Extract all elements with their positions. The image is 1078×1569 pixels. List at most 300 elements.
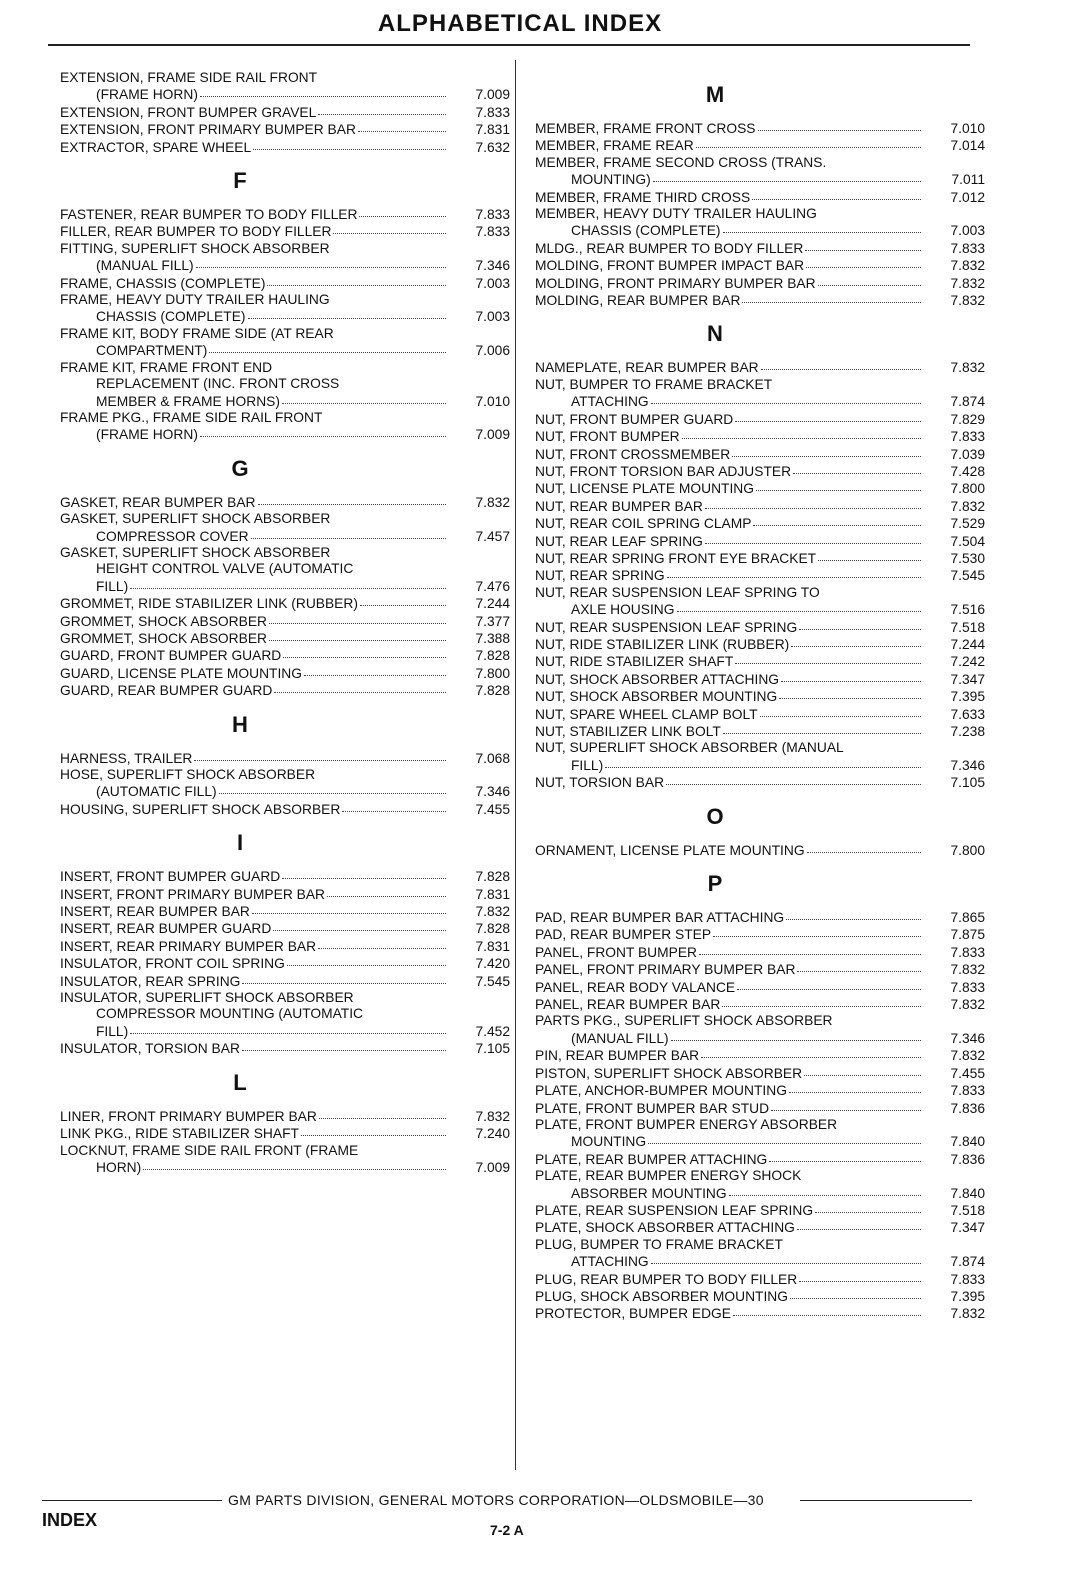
index-entry bbox=[60, 292, 510, 326]
index-entry bbox=[60, 1040, 510, 1057]
entry-text: NUT, REAR COIL SPRING CLAMP bbox=[535, 516, 752, 532]
entry-page-number: 7.238 bbox=[950, 724, 985, 739]
index-entry bbox=[60, 750, 510, 767]
entry-page-number: 7.068 bbox=[475, 750, 510, 766]
entry-page-number: 7.518 bbox=[950, 1202, 985, 1218]
entry-page-number: 7.831 bbox=[475, 938, 510, 954]
entry-text: NUT, FRONT TORSION BAR ADJUSTER bbox=[535, 463, 792, 479]
dot-leader bbox=[804, 1063, 921, 1076]
dot-leader bbox=[666, 772, 921, 785]
entry-page-number: 7.455 bbox=[950, 1065, 985, 1081]
entry-text: FITTING, SUPERLIFT SHOCK ABSORBER bbox=[60, 240, 330, 256]
dot-leader bbox=[705, 496, 921, 509]
section-letter: L bbox=[233, 1069, 247, 1095]
entry-page-number: 7.831 bbox=[475, 122, 510, 138]
index-entry bbox=[535, 567, 985, 584]
dot-leader bbox=[242, 1038, 446, 1051]
index-entry bbox=[60, 990, 510, 1040]
entry-text: PLATE, FRONT BUMPER BAR STUD bbox=[535, 1100, 770, 1116]
section-letter: P bbox=[707, 871, 723, 897]
index-entry bbox=[535, 206, 985, 240]
entry-text: HOUSING, SUPERLIFT SHOCK ABSORBER bbox=[60, 801, 341, 817]
entry-text: MOUNTING bbox=[571, 1134, 647, 1150]
entry-text: MOLDING, REAR BUMPER BAR bbox=[535, 293, 741, 309]
index-entry bbox=[535, 723, 985, 740]
entry-text: (AUTOMATIC FILL) bbox=[96, 784, 217, 800]
entry-page-number: 7.003 bbox=[475, 275, 510, 291]
entry-page-number: 7.874 bbox=[950, 1254, 985, 1270]
entry-text: FRAME KIT, FRAME FRONT END bbox=[60, 359, 273, 375]
section-letter: G bbox=[231, 455, 249, 481]
entry-page-number: 7.530 bbox=[950, 550, 985, 566]
index-entry bbox=[60, 241, 510, 275]
index-entry bbox=[535, 996, 985, 1013]
entry-page-number: 7.832 bbox=[950, 997, 985, 1013]
entry-text: FRAME, CHASSIS (COMPLETE) bbox=[60, 275, 266, 291]
dot-leader bbox=[130, 1021, 446, 1034]
entry-page-number: 7.242 bbox=[950, 654, 985, 670]
dot-leader bbox=[200, 84, 446, 97]
entry-page-number: 7.832 bbox=[950, 275, 985, 291]
dot-leader bbox=[282, 391, 446, 404]
entry-text: NUT, SHOCK ABSORBER ATTACHING bbox=[535, 671, 780, 687]
entry-text: HORN) bbox=[96, 1159, 142, 1175]
entry-page-number: 7.632 bbox=[475, 139, 510, 155]
index-entry bbox=[535, 1168, 985, 1202]
entry-text: MEMBER, FRAME REAR bbox=[535, 138, 694, 154]
index-entry bbox=[60, 1125, 510, 1142]
index-entry bbox=[60, 973, 510, 990]
dot-leader bbox=[360, 593, 446, 606]
dot-leader bbox=[761, 357, 921, 370]
dot-leader bbox=[269, 628, 446, 641]
entry-text: LINER, FRONT PRIMARY BUMPER BAR bbox=[60, 1108, 317, 1124]
entry-page-number: 7.833 bbox=[950, 1271, 985, 1287]
dot-leader bbox=[793, 461, 921, 474]
entry-text: PLUG, SHOCK ABSORBER MOUNTING bbox=[535, 1288, 788, 1304]
entry-page-number: 7.840 bbox=[950, 1185, 985, 1201]
entry-text: COMPARTMENT) bbox=[96, 343, 208, 359]
entry-text: MOUNTING) bbox=[571, 172, 651, 188]
entry-page-number: 7.529 bbox=[950, 516, 985, 532]
dot-leader bbox=[651, 1251, 921, 1264]
entry-text: PLUG, REAR BUMPER TO BODY FILLER bbox=[535, 1271, 798, 1287]
dot-leader bbox=[733, 1303, 921, 1316]
entry-page-number: 7.832 bbox=[950, 498, 985, 514]
dot-leader bbox=[605, 755, 921, 768]
entry-page-number: 7.831 bbox=[475, 886, 510, 902]
entry-text: MOLDING, FRONT PRIMARY BUMPER BAR bbox=[535, 275, 816, 291]
entry-page-number: 7.346 bbox=[950, 757, 985, 773]
dot-leader bbox=[701, 1045, 921, 1058]
entry-text: INSERT, REAR BUMPER BAR bbox=[60, 904, 250, 920]
entry-text: INSULATOR, FRONT COIL SPRING bbox=[60, 956, 285, 972]
dot-leader bbox=[789, 1080, 921, 1093]
section-label: INDEX bbox=[42, 1510, 98, 1530]
entry-text: REPLACEMENT (INC. FRONT CROSS bbox=[96, 376, 340, 392]
header-rule bbox=[48, 44, 970, 46]
dot-leader bbox=[327, 884, 446, 897]
index-entry bbox=[60, 139, 510, 156]
dot-leader bbox=[713, 924, 921, 937]
entry-page-number: 7.009 bbox=[475, 87, 510, 103]
entry-page-number: 7.832 bbox=[950, 258, 985, 274]
dot-leader bbox=[358, 119, 446, 132]
entry-text: INSERT, REAR BUMPER GUARD bbox=[60, 921, 272, 937]
entry-page-number: 7.865 bbox=[950, 910, 985, 926]
entry-text: GASKET, SUPERLIFT SHOCK ABSORBER bbox=[60, 544, 331, 560]
entry-text: COMPRESSOR COVER bbox=[96, 528, 249, 544]
entry-text: GASKET, SUPERLIFT SHOCK ABSORBER bbox=[60, 511, 331, 527]
entry-page-number: 7.829 bbox=[950, 411, 985, 427]
entry-text: NUT, STABILIZER LINK BOLT bbox=[535, 724, 721, 739]
entry-page-number: 7.875 bbox=[950, 927, 985, 943]
dot-leader bbox=[251, 526, 446, 539]
index-entry bbox=[60, 767, 510, 801]
entry-text: GASKET, REAR BUMPER BAR bbox=[60, 494, 256, 510]
dot-leader bbox=[818, 548, 921, 561]
dot-leader bbox=[797, 959, 921, 972]
dot-leader bbox=[130, 576, 446, 589]
dot-leader bbox=[283, 645, 446, 658]
entry-page-number: 7.039 bbox=[950, 446, 985, 462]
entry-page-number: 7.009 bbox=[475, 1159, 510, 1175]
entry-page-number: 7.545 bbox=[475, 973, 510, 989]
entry-page-number: 7.347 bbox=[950, 671, 985, 687]
dot-leader bbox=[781, 669, 921, 682]
dot-leader bbox=[677, 599, 921, 612]
entry-text: EXTRACTOR, SPARE WHEEL bbox=[60, 139, 252, 155]
dot-leader bbox=[342, 799, 446, 812]
entry-text: ATTACHING bbox=[571, 394, 649, 410]
entry-page-number: 7.105 bbox=[475, 1041, 510, 1057]
dot-leader bbox=[282, 866, 446, 879]
entry-text: PANEL, REAR BODY VALANCE bbox=[535, 979, 736, 995]
entry-page-number: 7.833 bbox=[950, 979, 985, 995]
dot-leader bbox=[818, 273, 921, 286]
entry-page-number: 7.420 bbox=[475, 956, 510, 972]
entry-page-number: 7.346 bbox=[475, 784, 510, 800]
dot-leader bbox=[752, 187, 921, 200]
entry-page-number: 7.516 bbox=[950, 602, 985, 618]
entry-page-number: 7.833 bbox=[950, 1083, 985, 1099]
index-entry bbox=[535, 189, 985, 206]
index-entry bbox=[60, 1143, 510, 1177]
entry-text: CHASSIS (COMPLETE) bbox=[571, 223, 721, 239]
entry-page-number: 7.347 bbox=[950, 1220, 985, 1236]
entry-page-number: 7.428 bbox=[950, 463, 985, 479]
entry-page-number: 7.833 bbox=[950, 240, 985, 256]
entry-text: NUT, RIDE STABILIZER LINK (RUBBER) bbox=[535, 636, 790, 652]
index-entry bbox=[535, 774, 985, 791]
entry-page-number: 7.244 bbox=[475, 596, 510, 612]
index-entry bbox=[535, 1100, 985, 1117]
entry-text: HOSE, SUPERLIFT SHOCK ABSORBER bbox=[60, 767, 316, 782]
entry-page-number: 7.828 bbox=[475, 683, 510, 699]
entry-page-number: 7.833 bbox=[475, 104, 510, 120]
dot-leader bbox=[735, 651, 921, 664]
dot-leader bbox=[737, 977, 921, 990]
entry-page-number: 7.832 bbox=[475, 1108, 510, 1124]
entry-text: INSULATOR, TORSION BAR bbox=[60, 1041, 240, 1057]
dot-leader bbox=[318, 936, 446, 949]
entry-text: FASTENER, REAR BUMPER TO BODY FILLER bbox=[60, 207, 358, 223]
entry-page-number: 7.633 bbox=[950, 706, 985, 722]
entry-text: PLATE, ANCHOR-BUMPER MOUNTING bbox=[535, 1083, 787, 1099]
dot-leader bbox=[722, 994, 921, 1007]
entry-text: INSULATOR, SUPERLIFT SHOCK ABSORBER bbox=[60, 990, 354, 1006]
entry-page-number: 7.240 bbox=[475, 1126, 510, 1142]
entry-text: FILL) bbox=[96, 1023, 129, 1039]
entry-text: LINK PKG., RIDE STABILIZER SHAFT bbox=[60, 1126, 299, 1142]
entry-page-number: 7.476 bbox=[475, 578, 510, 594]
dot-leader bbox=[799, 617, 921, 630]
dot-leader bbox=[258, 492, 446, 505]
dot-leader bbox=[209, 340, 446, 353]
entry-page-number: 7.832 bbox=[950, 360, 985, 376]
entry-text: PISTON, SUPERLIFT SHOCK ABSORBER bbox=[535, 1065, 803, 1081]
index-entry bbox=[60, 682, 510, 699]
entry-text: PLATE, REAR SUSPENSION LEAF SPRING bbox=[535, 1202, 814, 1218]
entry-text: COMPRESSOR MOUNTING (AUTOMATIC bbox=[96, 1006, 363, 1022]
entry-text: ATTACHING bbox=[571, 1254, 649, 1270]
index-entry bbox=[535, 359, 985, 376]
entry-text: NUT, REAR SUSPENSION LEAF SPRING TO bbox=[535, 584, 820, 600]
index-entry bbox=[60, 70, 510, 104]
entry-text: PLATE, FRONT BUMPER ENERGY ABSORBER bbox=[535, 1116, 838, 1132]
index-entry bbox=[535, 1117, 985, 1151]
entry-page-number: 7.010 bbox=[950, 121, 985, 136]
footer-rule-left bbox=[42, 1500, 222, 1501]
dot-leader bbox=[699, 942, 921, 955]
index-entry bbox=[60, 801, 510, 818]
dot-leader bbox=[735, 409, 921, 422]
dot-leader bbox=[252, 901, 446, 914]
index-entry bbox=[60, 511, 510, 545]
entry-text: NUT, FRONT BUMPER bbox=[535, 429, 680, 445]
dot-leader bbox=[274, 680, 446, 693]
footer-rule-right bbox=[800, 1500, 972, 1501]
index-entry bbox=[535, 155, 985, 189]
entry-page-number: 7.012 bbox=[950, 189, 985, 205]
entry-text: EXTENSION, FRONT PRIMARY BUMPER BAR bbox=[60, 122, 356, 138]
dot-leader bbox=[242, 971, 446, 984]
dot-leader bbox=[359, 204, 446, 217]
dot-leader bbox=[318, 102, 446, 115]
entry-page-number: 7.874 bbox=[950, 394, 985, 410]
dot-leader bbox=[790, 1286, 921, 1299]
entry-page-number: 7.003 bbox=[950, 223, 985, 239]
entry-text: PANEL, REAR BUMPER BAR bbox=[535, 997, 721, 1013]
entry-text: AXLE HOUSING bbox=[571, 602, 675, 618]
dot-leader bbox=[194, 748, 446, 761]
dot-leader bbox=[769, 1149, 921, 1162]
entry-text: PLATE, SHOCK ABSORBER ATTACHING bbox=[535, 1220, 795, 1236]
index-column-right bbox=[535, 70, 985, 1323]
index-entry bbox=[60, 494, 510, 511]
page-title: ALPHABETICAL INDEX bbox=[377, 10, 663, 37]
entry-text: (FRAME HORN) bbox=[96, 427, 198, 443]
entry-text: FRAME, HEAVY DUTY TRAILER HAULING bbox=[60, 292, 330, 308]
dot-leader bbox=[333, 221, 446, 234]
entry-text: NUT, REAR BUMPER BAR bbox=[535, 498, 703, 514]
page-number: 7-2 A bbox=[490, 1522, 524, 1538]
dot-leader bbox=[771, 1098, 921, 1111]
entry-text: HARNESS, TRAILER bbox=[60, 750, 193, 766]
entry-text: ABSORBER MOUNTING bbox=[571, 1185, 727, 1201]
entry-text: NUT, SUPERLIFT SHOCK ABSORBER (MANUAL bbox=[535, 740, 844, 756]
entry-text: HEIGHT CONTROL VALVE (AUTOMATIC bbox=[96, 561, 354, 577]
dot-leader bbox=[287, 953, 446, 966]
entry-page-number: 7.455 bbox=[475, 801, 510, 817]
entry-text: PAD, REAR BUMPER STEP bbox=[535, 927, 712, 943]
entry-page-number: 7.014 bbox=[950, 138, 985, 154]
entry-page-number: 7.832 bbox=[950, 293, 985, 309]
entry-text: PIN, REAR BUMPER BAR bbox=[535, 1048, 700, 1064]
entry-text: FILL) bbox=[571, 757, 604, 773]
index-entry bbox=[535, 1237, 985, 1271]
dot-leader bbox=[807, 840, 921, 853]
dot-leader bbox=[705, 531, 921, 544]
entry-page-number: 7.457 bbox=[475, 528, 510, 544]
index-entry bbox=[535, 377, 985, 411]
entry-page-number: 7.832 bbox=[950, 1306, 985, 1322]
entry-text: NUT, FRONT BUMPER GUARD bbox=[535, 411, 734, 427]
entry-text: NUT, SHOCK ABSORBER MOUNTING bbox=[535, 689, 778, 705]
section-letter: I bbox=[236, 830, 244, 856]
entry-page-number: 7.836 bbox=[950, 1100, 985, 1116]
entry-text: (MANUAL FILL) bbox=[96, 258, 194, 274]
entry-text: ORNAMENT, LICENSE PLATE MOUNTING bbox=[535, 842, 805, 858]
entry-text: GUARD, LICENSE PLATE MOUNTING bbox=[60, 665, 302, 681]
entry-text: GUARD, REAR BUMPER GUARD bbox=[60, 683, 273, 699]
dot-leader bbox=[671, 1028, 921, 1041]
entry-text: EXTENSION, FRAME SIDE RAIL FRONT bbox=[60, 70, 318, 85]
dot-leader bbox=[667, 565, 921, 578]
dot-leader bbox=[756, 478, 921, 491]
entry-text: INSERT, FRONT PRIMARY BUMPER BAR bbox=[60, 886, 326, 902]
section-letter: H bbox=[232, 711, 248, 737]
entry-text: MOLDING, FRONT BUMPER IMPACT BAR bbox=[535, 258, 805, 274]
entry-text: LOCKNUT, FRAME SIDE RAIL FRONT (FRAME bbox=[60, 1142, 359, 1158]
entry-page-number: 7.840 bbox=[950, 1134, 985, 1150]
index-entry bbox=[535, 1219, 985, 1236]
entry-page-number: 7.009 bbox=[475, 427, 510, 443]
index-entry bbox=[535, 292, 985, 309]
entry-text: MEMBER, HEAVY DUTY TRAILER HAULING bbox=[535, 206, 817, 222]
entry-text: PLUG, BUMPER TO FRAME BRACKET bbox=[535, 1236, 783, 1252]
entry-text: NUT, LICENSE PLATE MOUNTING bbox=[535, 481, 754, 497]
entry-text: NUT, REAR SPRING FRONT EYE BRACKET bbox=[535, 550, 817, 566]
entry-page-number: 7.832 bbox=[950, 1048, 985, 1064]
dot-leader bbox=[248, 306, 447, 319]
index-entry bbox=[60, 223, 510, 240]
entry-page-number: 7.003 bbox=[475, 309, 510, 325]
entry-page-number: 7.833 bbox=[475, 224, 510, 240]
index-entry bbox=[535, 740, 985, 774]
entry-text: EXTENSION, FRONT BUMPER GRAVEL bbox=[60, 104, 317, 120]
dot-leader bbox=[732, 444, 921, 457]
index-entry bbox=[60, 545, 510, 595]
index-entry bbox=[535, 585, 985, 619]
entry-text: FRAME KIT, BODY FRAME SIDE (AT REAR bbox=[60, 325, 334, 341]
entry-page-number: 7.836 bbox=[950, 1151, 985, 1167]
entry-page-number: 7.800 bbox=[475, 665, 510, 681]
entry-page-number: 7.388 bbox=[475, 630, 510, 646]
entry-page-number: 7.828 bbox=[475, 648, 510, 664]
entry-text: MEMBER, FRAME SECOND CROSS (TRANS. bbox=[535, 154, 827, 170]
entry-page-number: 7.452 bbox=[475, 1023, 510, 1039]
dot-leader bbox=[723, 220, 922, 233]
entry-text: NUT, REAR SUSPENSION LEAF SPRING bbox=[535, 619, 798, 635]
dot-leader bbox=[304, 663, 446, 676]
dot-leader bbox=[319, 1106, 446, 1119]
entry-page-number: 7.800 bbox=[950, 481, 985, 497]
dot-leader bbox=[143, 1157, 446, 1170]
entry-text: INSERT, FRONT BUMPER GUARD bbox=[60, 869, 281, 885]
dot-leader bbox=[797, 1217, 921, 1230]
entry-text: NAMEPLATE, REAR BUMPER BAR bbox=[535, 360, 759, 376]
dot-leader bbox=[267, 273, 446, 286]
footer-publisher: GM PARTS DIVISION, GENERAL MOTORS CORPORATION—OLDSMOBILE—30 bbox=[228, 1492, 764, 1508]
dot-leader bbox=[200, 424, 446, 437]
entry-page-number: 7.504 bbox=[950, 533, 985, 549]
dot-leader bbox=[729, 1183, 921, 1196]
dot-leader bbox=[253, 137, 446, 150]
section-letter: O bbox=[706, 803, 724, 829]
index-entry bbox=[535, 1305, 985, 1322]
dot-leader bbox=[696, 135, 921, 148]
entry-page-number: 7.828 bbox=[475, 921, 510, 937]
entry-page-number: 7.377 bbox=[475, 613, 510, 629]
entry-text: MEMBER, FRAME THIRD CROSS bbox=[535, 189, 751, 205]
index-column-left bbox=[60, 70, 510, 1176]
index-entry bbox=[535, 842, 985, 859]
entry-text: NUT, RIDE STABILIZER SHAFT bbox=[535, 654, 734, 670]
index-entry bbox=[60, 360, 510, 410]
entry-page-number: 7.518 bbox=[950, 619, 985, 635]
dot-leader bbox=[651, 391, 921, 404]
entry-page-number: 7.346 bbox=[475, 258, 510, 274]
entry-page-number: 7.832 bbox=[950, 962, 985, 978]
entry-text: GROMMET, RIDE STABILIZER LINK (RUBBER) bbox=[60, 596, 358, 612]
dot-leader bbox=[758, 118, 921, 131]
dot-leader bbox=[779, 686, 921, 699]
column-divider bbox=[515, 60, 516, 1470]
section-letter: F bbox=[233, 168, 247, 194]
entry-text: FRAME PKG., FRAME SIDE RAIL FRONT bbox=[60, 409, 323, 425]
entry-page-number: 7.828 bbox=[475, 869, 510, 885]
entry-page-number: 7.395 bbox=[950, 1288, 985, 1304]
dot-leader bbox=[723, 721, 921, 734]
entry-text: MEMBER & FRAME HORNS) bbox=[96, 393, 280, 409]
entry-page-number: 7.395 bbox=[950, 689, 985, 705]
entry-page-number: 7.105 bbox=[950, 775, 985, 791]
entry-page-number: 7.010 bbox=[475, 393, 510, 409]
dot-leader bbox=[269, 611, 446, 624]
dot-leader bbox=[196, 255, 446, 268]
index-entry bbox=[60, 275, 510, 292]
entry-text: GUARD, FRONT BUMPER GUARD bbox=[60, 648, 282, 664]
entry-page-number: 7.832 bbox=[475, 494, 510, 510]
dot-leader bbox=[806, 255, 921, 268]
dot-leader bbox=[742, 290, 921, 303]
entry-text: GROMMET, SHOCK ABSORBER bbox=[60, 630, 267, 646]
dot-leader bbox=[805, 238, 921, 251]
dot-leader bbox=[648, 1131, 921, 1144]
section-letter: N bbox=[707, 321, 723, 347]
entry-page-number: 7.800 bbox=[950, 842, 985, 858]
